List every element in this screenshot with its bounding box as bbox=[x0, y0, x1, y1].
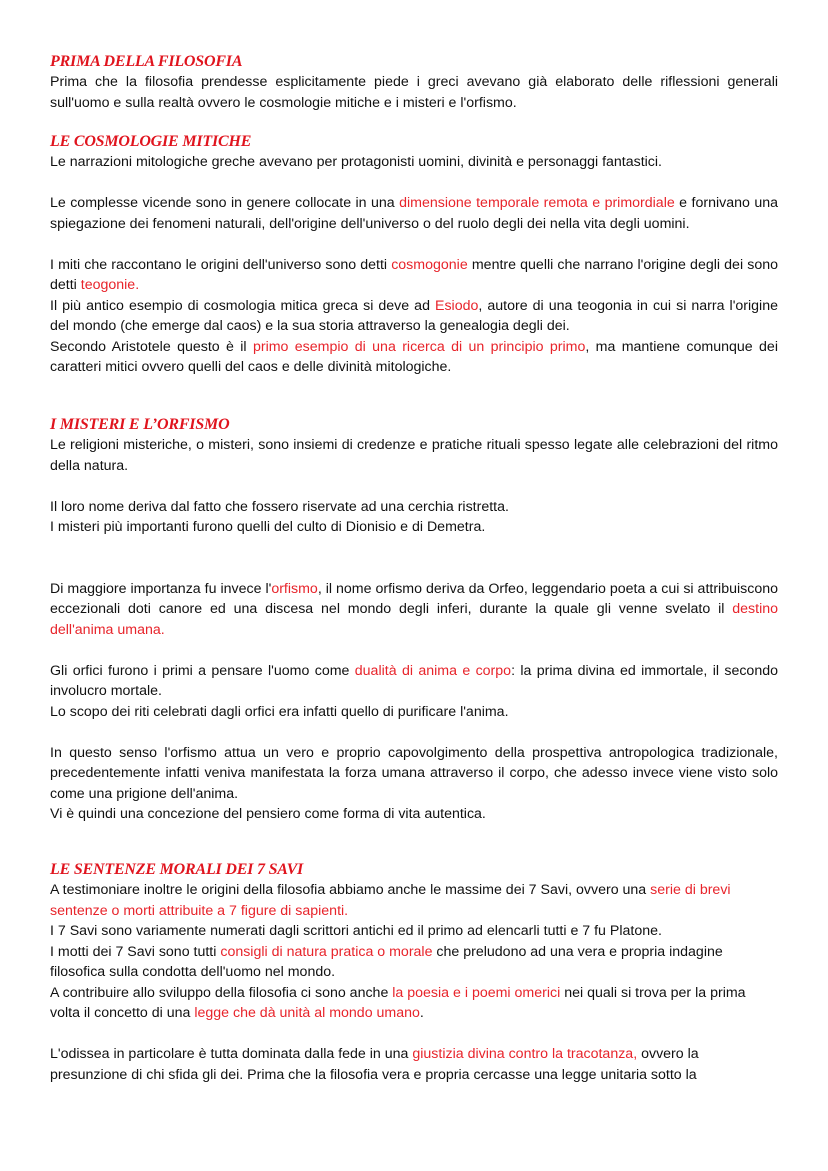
text-run: . bbox=[419, 1005, 424, 1021]
text-run: . bbox=[135, 277, 140, 293]
highlighted-text: la poesia e i poemi omerici bbox=[392, 984, 561, 1001]
text-run: Di maggiore importanza fu invece l' bbox=[50, 580, 272, 597]
text-run: , autore di una teogonia in cui si narra l'origine del mondo (che emerge dal caos) e la sua storia attraverso la genealogia degli dei. bbox=[50, 297, 778, 334]
section-sentenze-7-savi bbox=[50, 860, 778, 1085]
section-heading: LE SENTENZE MORALI DEI 7 SAVI bbox=[50, 861, 304, 878]
paragraph: I 7 Savi sono variamente numerati dagli scrittori antichi ed il primo ad elencarli tutti e 7 fu Platone. bbox=[50, 923, 662, 939]
paragraph: I misteri più importanti furono quelli del culto di Dionisio e di Demetra. bbox=[50, 519, 486, 535]
highlighted-text: legge che dà unità al mondo umano bbox=[194, 1005, 420, 1021]
section-heading: LE COSMOLOGIE MITICHE bbox=[50, 133, 252, 150]
text-run: nei quali si trova per la prima volta il concetto di una bbox=[50, 984, 746, 1021]
paragraph: In questo senso l'orfismo attua un vero e proprio capovolgimento della prospettiva antropologica tradizionale, precedentemente infatti veniva manifestata la forza umana attraverso il corpo, che adesso invece viene visto solo come una prigione dell'anima. bbox=[50, 744, 778, 802]
text-run: : la prima divina ed immortale, il secondo involucro mortale. bbox=[50, 662, 778, 699]
text-run: mentre quelli che narrano l'origine degli dei sono detti bbox=[50, 256, 778, 293]
text-run: Gli orfici furono i primi a pensare l'uomo come bbox=[50, 662, 355, 679]
text-run: A testimoniare inoltre le origini della filosofia abbiamo anche le massime dei 7 Savi, ovvero una bbox=[50, 882, 651, 898]
paragraph: Le religioni misteriche, o misteri, sono insiemi di credenze e pratiche rituali spesso legate alle celebrazioni del ritmo della natura. bbox=[50, 437, 778, 474]
highlighted-text: serie di brevi sentenze o morti attribuite a 7 figure di sapienti. bbox=[50, 882, 731, 919]
highlighted-text: giustizia divina contro la tracotanza, bbox=[412, 1046, 638, 1062]
text-run: , il nome orfismo deriva da Orfeo, leggendario poeta a cui si attribuiscono eccezionali doti canore ed una discesa nel mondo degli inferi, durante la quale gli venne svelato il bbox=[50, 580, 778, 617]
text-run: Secondo Aristotele questo è il bbox=[50, 338, 253, 355]
paragraph: Le narrazioni mitologiche greche avevano per protagonisti uomini, divinità e personaggi fantastici. bbox=[50, 154, 662, 170]
paragraph bbox=[50, 255, 778, 296]
section-prima-della-filosofia bbox=[50, 52, 778, 113]
text-run: Le complesse vicende sono in genere collocate in una bbox=[50, 195, 400, 211]
highlighted-text: dimensione temporale remota e primordiale bbox=[399, 195, 675, 211]
text-run: L'odissea in particolare è tutta dominata dalla fede in una bbox=[50, 1046, 413, 1062]
section-cosmologie-mitiche bbox=[50, 132, 778, 378]
paragraph bbox=[50, 880, 778, 921]
section-heading: PRIMA DELLA FILOSOFIA bbox=[50, 53, 243, 70]
highlighted-text: orfismo bbox=[271, 580, 318, 597]
section-heading: I MISTERI E L’ORFISMO bbox=[50, 416, 230, 433]
paragraph bbox=[50, 1044, 778, 1085]
text-run: , ma mantiene comunque dei caratteri mitici ovvero quelli del caos e delle divinità mitologiche. bbox=[50, 338, 778, 375]
text-run: ovvero la presunzione di chi sfida gli dei. Prima che la filosofia vera e propria cercasse una legge unitaria sotto la bbox=[50, 1046, 699, 1083]
highlighted-text: primo esempio di una ricerca di un principio primo bbox=[252, 338, 586, 355]
text-run: Il più antico esempio di cosmologia mitica greca si deve ad bbox=[50, 297, 435, 314]
paragraph bbox=[50, 337, 778, 378]
highlighted-text: Esiodo bbox=[435, 297, 479, 314]
text-run: che preludono ad una vera e propria indagine filosofica sulla condotta dell'uomo nel mondo. bbox=[50, 943, 723, 980]
paragraph bbox=[50, 193, 778, 234]
text-run: I motti dei 7 Savi sono tutti bbox=[50, 943, 221, 960]
paragraph bbox=[50, 661, 778, 702]
paragraph: Vi è quindi una concezione del pensiero come forma di vita autentica. bbox=[50, 806, 486, 822]
highlighted-text: cosmogonie bbox=[391, 256, 468, 273]
paragraph: Lo scopo dei riti celebrati dagli orfici era infatti quello di purificare l'anima. bbox=[50, 703, 509, 720]
paragraph bbox=[50, 579, 778, 641]
paragraph bbox=[50, 296, 778, 337]
paragraph: Prima che la filosofia prendesse esplicitamente piede i greci avevano già elaborato delle riflessioni generali sull'uomo e sulla realtà ovvero le cosmologie mitiche e i misteri e l'orfismo. bbox=[50, 74, 778, 111]
highlighted-text: consigli di natura pratica o morale bbox=[220, 943, 433, 960]
paragraph bbox=[50, 942, 778, 983]
section-misteri-orfismo bbox=[50, 415, 778, 825]
text-run: I miti che raccontano le origini dell'universo sono detti bbox=[50, 256, 392, 273]
text-run: e fornivano una spiegazione dei fenomeni naturali, dell'origine dell'universo o del ruolo degli dei nella vita degli uomini. bbox=[50, 195, 778, 232]
highlighted-text: dualità di anima e corpo bbox=[354, 662, 512, 679]
paragraph bbox=[50, 983, 778, 1024]
highlighted-text: teogonie bbox=[80, 277, 136, 293]
paragraph: Il loro nome deriva dal fatto che fossero riservate ad una cerchia ristretta. bbox=[50, 498, 509, 515]
text-run: A contribuire allo sviluppo della filosofia ci sono anche bbox=[50, 984, 393, 1001]
highlighted-text: destino dell'anima umana. bbox=[50, 601, 778, 638]
